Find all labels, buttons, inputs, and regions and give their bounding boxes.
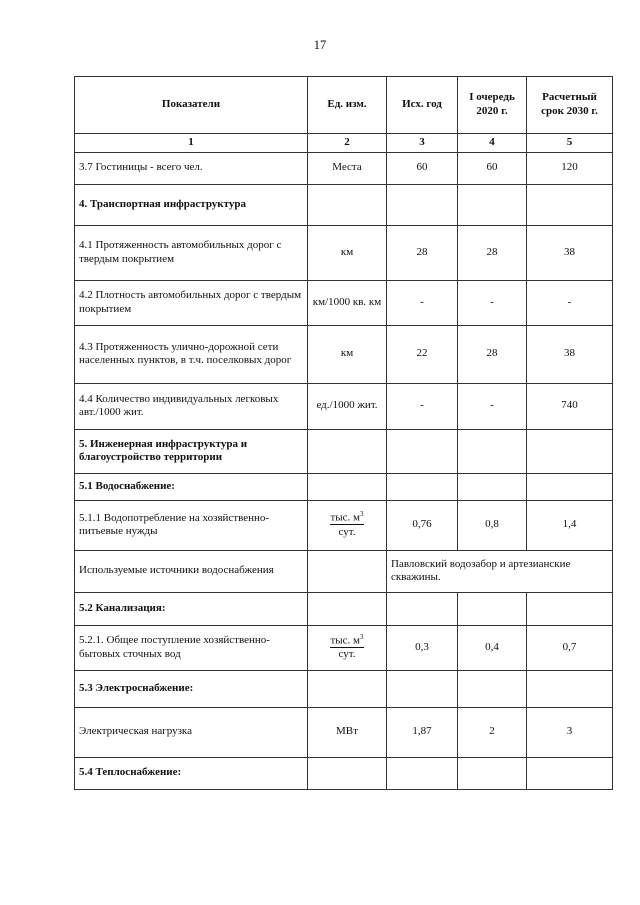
cell-base [387, 429, 458, 473]
cell-stage1: 0,8 [458, 500, 527, 550]
header-unit: Ед. изм. [308, 77, 387, 134]
cell-base: 60 [387, 152, 458, 184]
cell-stage1: 28 [458, 325, 527, 383]
table-row [75, 225, 613, 280]
cell-unit: МВт [308, 707, 387, 757]
cell-stage1: 28 [458, 225, 527, 280]
cell-indicator: 5.4 Теплоснабжение: [75, 757, 308, 789]
cell-indicator: 5.3 Электроснабжение: [75, 670, 308, 707]
cell-base [387, 184, 458, 225]
cell-indicator: 5.2.1. Общее поступление хозяйственно-бытовых сточных вод [75, 625, 308, 670]
cell-stage1: - [458, 383, 527, 429]
cell-unit-fraction [308, 500, 387, 550]
indicators-table [74, 76, 613, 790]
header-base-year: Исх. год [387, 77, 458, 134]
cell-indicator: Электрическая нагрузка [75, 707, 308, 757]
table-row [75, 383, 613, 429]
cell-target [527, 429, 613, 473]
cell-indicator: 5.2 Канализация: [75, 592, 308, 625]
cell-base: - [387, 383, 458, 429]
cell-base: 0,76 [387, 500, 458, 550]
table-header-number-row [75, 134, 613, 153]
cell-target: 38 [527, 325, 613, 383]
cell-target: 120 [527, 152, 613, 184]
cell-stage1: - [458, 280, 527, 325]
cell-target [527, 184, 613, 225]
cell-base [387, 670, 458, 707]
cell-base [387, 757, 458, 789]
cell-target: 740 [527, 383, 613, 429]
table-row-section [75, 670, 613, 707]
cell-target [527, 670, 613, 707]
table-header-row [75, 77, 613, 134]
cell-unit: км [308, 325, 387, 383]
unit-denominator: сут. [338, 525, 356, 538]
cell-indicator: 5. Инженерная инфраструктура и благоустройство территории [75, 429, 308, 473]
cell-unit: Места [308, 152, 387, 184]
table-row-section [75, 757, 613, 789]
header-target: Расчетный срок 2030 г. [527, 77, 613, 134]
cell-unit: ед./1000 жит. [308, 383, 387, 429]
table-row-section [75, 429, 613, 473]
cell-stage1 [458, 184, 527, 225]
cell-target: 38 [527, 225, 613, 280]
header-number: 4 [458, 134, 527, 153]
cell-target: - [527, 280, 613, 325]
table-row [75, 500, 613, 550]
cell-stage1 [458, 670, 527, 707]
table-row [75, 550, 613, 592]
cell-base: 0,3 [387, 625, 458, 670]
cell-base: 1,87 [387, 707, 458, 757]
cell-indicator: 4.3 Протяженность улично-дорожной сети населенных пунктов, в т.ч. поселковых дорог [75, 325, 308, 383]
table-row [75, 325, 613, 383]
cell-base: 22 [387, 325, 458, 383]
table-row [75, 152, 613, 184]
cell-indicator: 5.1 Водоснабжение: [75, 473, 308, 500]
cell-unit: км/1000 кв. км [308, 280, 387, 325]
cell-unit [308, 429, 387, 473]
cell-merged-sources: Павловский водозабор и артезианские скважины. [387, 550, 613, 592]
cell-stage1: 2 [458, 707, 527, 757]
cell-stage1 [458, 429, 527, 473]
header-stage1: I очередь 2020 г. [458, 77, 527, 134]
cell-indicator: 4. Транспортная инфраструктура [75, 184, 308, 225]
cell-target [527, 473, 613, 500]
table-row-section [75, 473, 613, 500]
header-number: 1 [75, 134, 308, 153]
table-row [75, 280, 613, 325]
cell-stage1: 0,4 [458, 625, 527, 670]
table-row [75, 625, 613, 670]
unit-numerator: тыс. $м^3$ [330, 632, 364, 647]
header-number: 3 [387, 134, 458, 153]
table-row-section [75, 184, 613, 225]
cell-base: - [387, 280, 458, 325]
cell-indicator: Используемые источники водоснабжения [75, 550, 308, 592]
cell-target: 0,7 [527, 625, 613, 670]
page-number: 17 [313, 38, 327, 52]
cell-indicator: 3.7 Гостиницы - всего чел. [75, 152, 308, 184]
header-number: 5 [527, 134, 613, 153]
cell-indicator: 5.1.1 Водопотребление на хозяйственно-питьевые нужды [75, 500, 308, 550]
cell-target: 1,4 [527, 500, 613, 550]
cell-unit [308, 550, 387, 592]
table-row [75, 707, 613, 757]
cell-unit [308, 592, 387, 625]
cell-target [527, 757, 613, 789]
unit-numerator: тыс. $м^3$ [330, 510, 364, 525]
cell-stage1 [458, 757, 527, 789]
cell-stage1: 60 [458, 152, 527, 184]
cell-unit-fraction [308, 625, 387, 670]
cell-indicator: 4.2 Плотность автомобильных дорог с твердым покрытием [75, 280, 308, 325]
table-row-section [75, 592, 613, 625]
cell-base: 28 [387, 225, 458, 280]
cell-base [387, 473, 458, 500]
cell-unit [308, 184, 387, 225]
cell-stage1 [458, 592, 527, 625]
cell-base [387, 592, 458, 625]
cell-target [527, 592, 613, 625]
unit-denominator: сут. [338, 648, 356, 661]
cell-unit [308, 473, 387, 500]
cell-target: 3 [527, 707, 613, 757]
cell-indicator: 4.1 Протяженность автомобильных дорог с твердым покрытием [75, 225, 308, 280]
cell-unit [308, 670, 387, 707]
cell-unit [308, 757, 387, 789]
header-number: 2 [308, 134, 387, 153]
cell-indicator: 4.4 Количество индивидуальных легковых авт./1000 жит. [75, 383, 308, 429]
cell-stage1 [458, 473, 527, 500]
cell-unit: км [308, 225, 387, 280]
header-indicators: Показатели [75, 77, 308, 134]
